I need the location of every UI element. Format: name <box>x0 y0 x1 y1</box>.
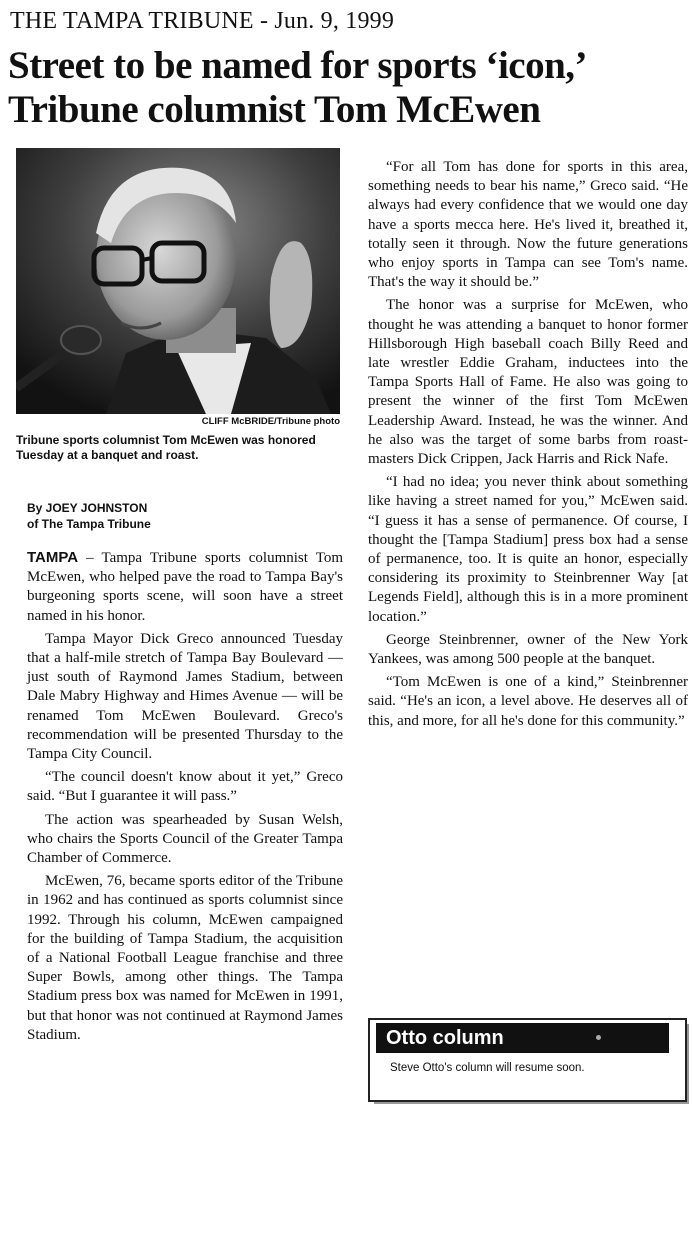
dateline: TAMPA <box>27 549 79 566</box>
article-paragraph: McEwen, 76, became sports editor of the Tribune in 1962 and has continued as sports columnist since 1992. Through his column, McEwen campaigned for the building of Tampa Stadium, the acquisition of a National Football League franchise and three Super Bowls, among other things. The Tampa Stadium press box was named for McEwen in 1991, but that honor was not continued at Raymond James Stadium. <box>27 873 343 1043</box>
article-paragraph: “For all Tom has done for sports in this area, something needs to bear his name,” Greco said. “He always had every confidence that we would one day have a sports mecca here. He's lived it, breathed it, totally seen it through. Now the future generations who enjoy sports in Tampa can see Tom's name. That's the way it should be.” <box>368 159 688 291</box>
article-paragraph: George Steinbrenner, owner of the New York Yankees, was among 500 people at the banquet. <box>368 631 688 668</box>
article-paragraph: “I had no idea; you never think about something like having a street named for you,” McEwen said. “I guess it has a sense of permanence. Of course, I thought the [Tampa Stadium] press box had a sense of permanence, too. It is quite an honor, especially considering its proximity to Steinbrenner Way [at Legends Field], although this is in a more prominent location.” <box>368 474 688 625</box>
article-paragraph: The honor was a surprise for McEwen, who thought he was attending a banquet to honor former Hillsborough High baseball coach Billy Reed and late wrestler Eddie Graham, inductees into the Tampa Sports Hall of Fame. He also was going to present the winner of the first Tom McEwen Leadership Award. Instead, he was the winner. And he also was the target of some barbs from roast-masters Dick Crippen, Jack Harris and Rick Nafe. <box>368 297 688 468</box>
byline-author: By JOEY JOHNSTON <box>27 501 148 515</box>
otto-notice-title: Otto column <box>386 1027 504 1049</box>
article-paragraph: Tampa Mayor Dick Greco announced Tuesday that a half-mile stretch of Tampa Bay Boulevard — just south of Raymond James Stadium, between Dale Mabry Highway and Himes Avenue — will be renamed Tom McEwen Boulevard. Greco's recommendation will be presented Thursday to the Tampa City Council. <box>27 630 343 763</box>
byline <box>27 500 151 532</box>
portrait-illustration <box>16 148 340 414</box>
article-paragraph: “The council doesn't know about it yet,” Greco said. “But I guarantee it will pass.” <box>27 769 343 805</box>
article-paragraph: The action was spearheaded by Susan Welsh, who chairs the Sports Council of the Greater Tampa Chamber of Commerce. <box>27 811 343 867</box>
otto-notice-box <box>368 1018 687 1102</box>
headline: Street to be named for sports ‘icon,’ Tribune columnist Tom McEwen <box>8 44 585 131</box>
article-paragraph: TAMPA – Tampa Tribune sports columnist Tom McEwen, who helped pave the road to Tampa Bay's burgeoning sports scene, will soon have a street named in his honor. <box>27 549 343 624</box>
masthead: THE TAMPA TRIBUNE - Jun. 9, 1999 <box>10 8 395 34</box>
otto-notice-title-bar <box>376 1023 669 1053</box>
article-column-1 <box>27 548 343 1049</box>
article-column-2 <box>368 158 688 735</box>
byline-org: of The Tampa Tribune <box>27 517 151 531</box>
photo-credit: CLIFF McBRIDE/Tribune photo <box>201 416 340 427</box>
otto-notice-text: Steve Otto's column will resume soon. <box>390 1062 585 1074</box>
photo-caption: Tribune sports columnist Tom McEwen was honored Tuesday at a banquet and roast. <box>16 433 316 462</box>
article-paragraph: “Tom McEwen is one of a kind,” Steinbrenner said. “He's an icon, a level above. He deserves all of this, and more, for all he's done for this community.” <box>368 674 688 729</box>
bullet-icon <box>596 1035 601 1040</box>
news-photo <box>16 148 340 414</box>
